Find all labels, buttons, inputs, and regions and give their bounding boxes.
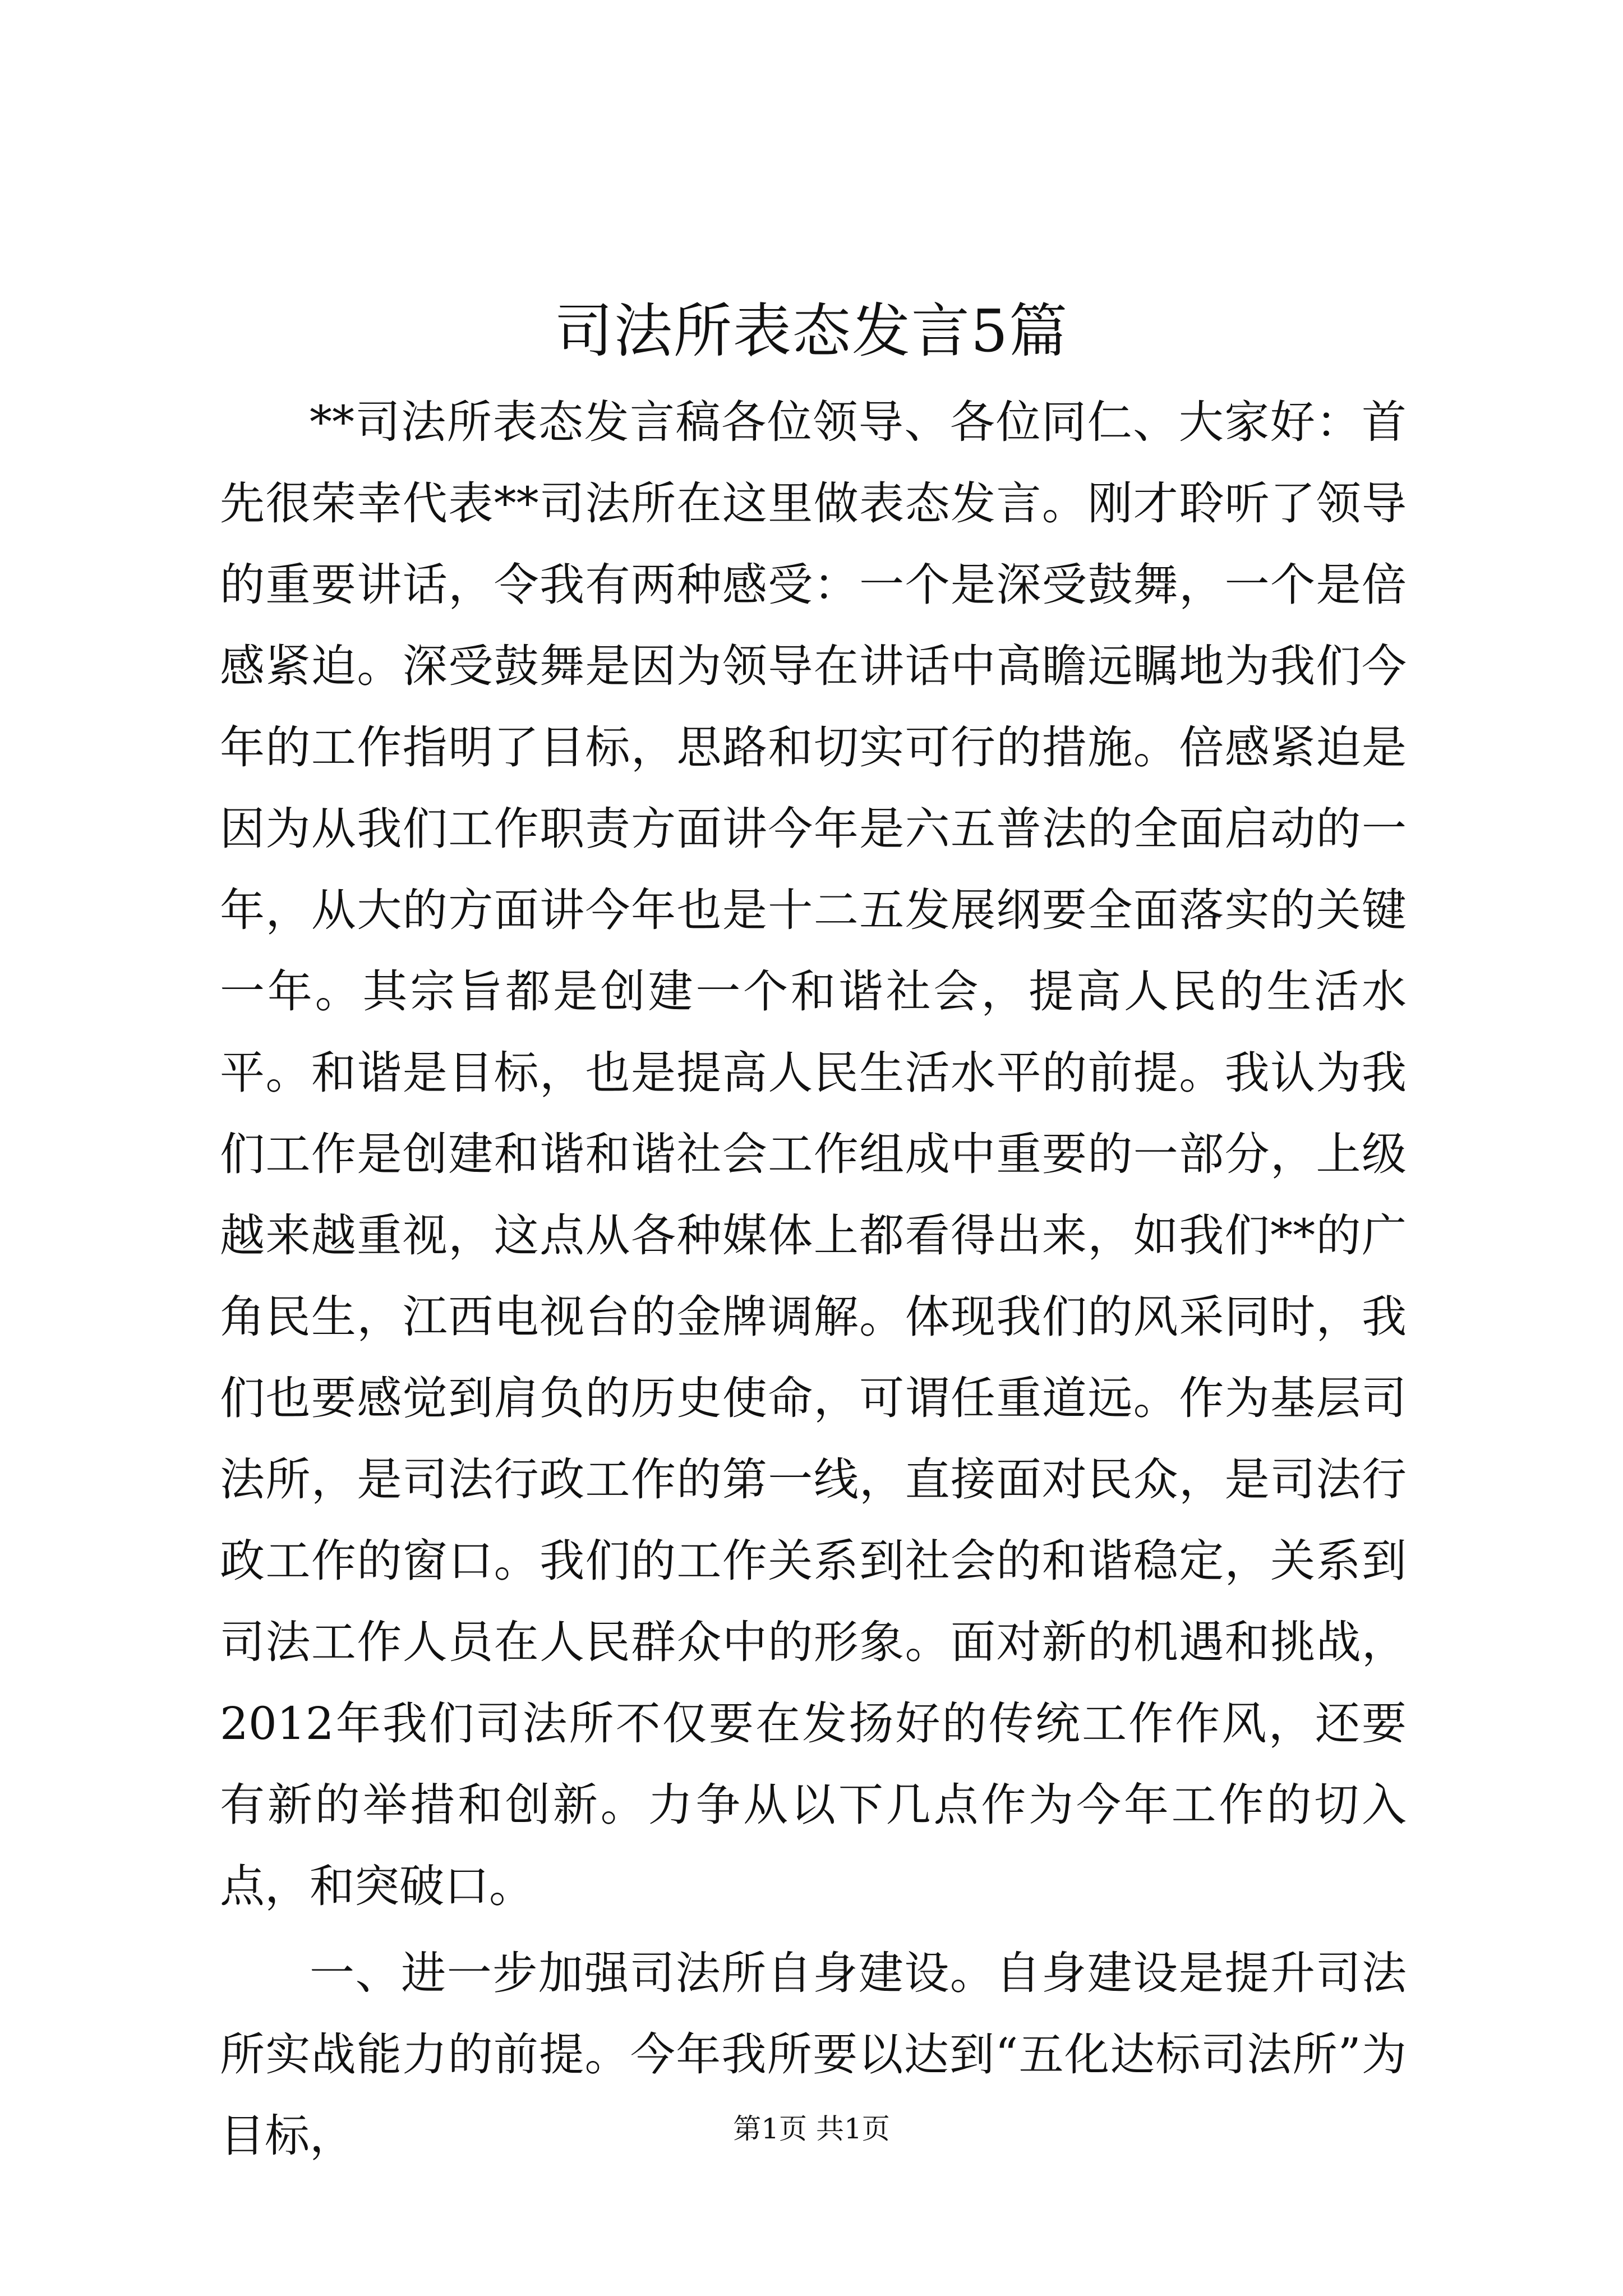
document-title: 司法所表态发言5篇 [554, 297, 1069, 365]
paragraph-2: 一、进一步加强司法所自身建设。自身建设是提升司法所实战能力的前提。今年我所要以达到“五化达标司法所”为目标， [220, 1947, 1407, 2162]
paragraph-1: **司法所表态发言稿各位领导、各位同仁、大家好：首先很荣幸代表**司法所在这里做表态发言。刚才聆听了领导的重要讲话，令我有两种感受：一个是深受鼓舞，一个是倍感紧迫。深受鼓舞是因为领导在讲话中高瞻远瞩地为我们今年的工作指明了目标，思路和切实可行的措施。倍感紧迫是因为从我们工作职责方面讲今年是六五普法的全面启动的一年，从大的方面讲今年也是十二五发展纲要全面落实的关键一年。其宗旨都是创建一个和谐社会，提高人民的生活水平。和谐是目标，也是提高人民生活水平的前提。我认为我们工作是创建和谐和谐社会工作组成中重要的一部分，上级越来越重视，这点从各种媒体上都看得出来，如我们**的广角民生，江西电视台的金牌调解。体现我们的风采同时，我们也要感觉到肩负的历史使命，可谓任重道远。作为基层司法所，是司法行政工作的第一线，直接面对民众，是司法行政工作的窗口。我们的工作关系到社会的和谐稳定，关系到司法工作人员在人民群众中的形象。面对新的机遇和挑战，2012年我们司法所不仅要在发扬好的传统工作作风，还要有新的举措和创新。力争从以下几点作为今年工作的切入点，和突破口。 [220, 396, 1407, 1912]
document-body [220, 381, 1407, 2177]
page-footer: 第1页 共1页 [733, 2113, 890, 2145]
